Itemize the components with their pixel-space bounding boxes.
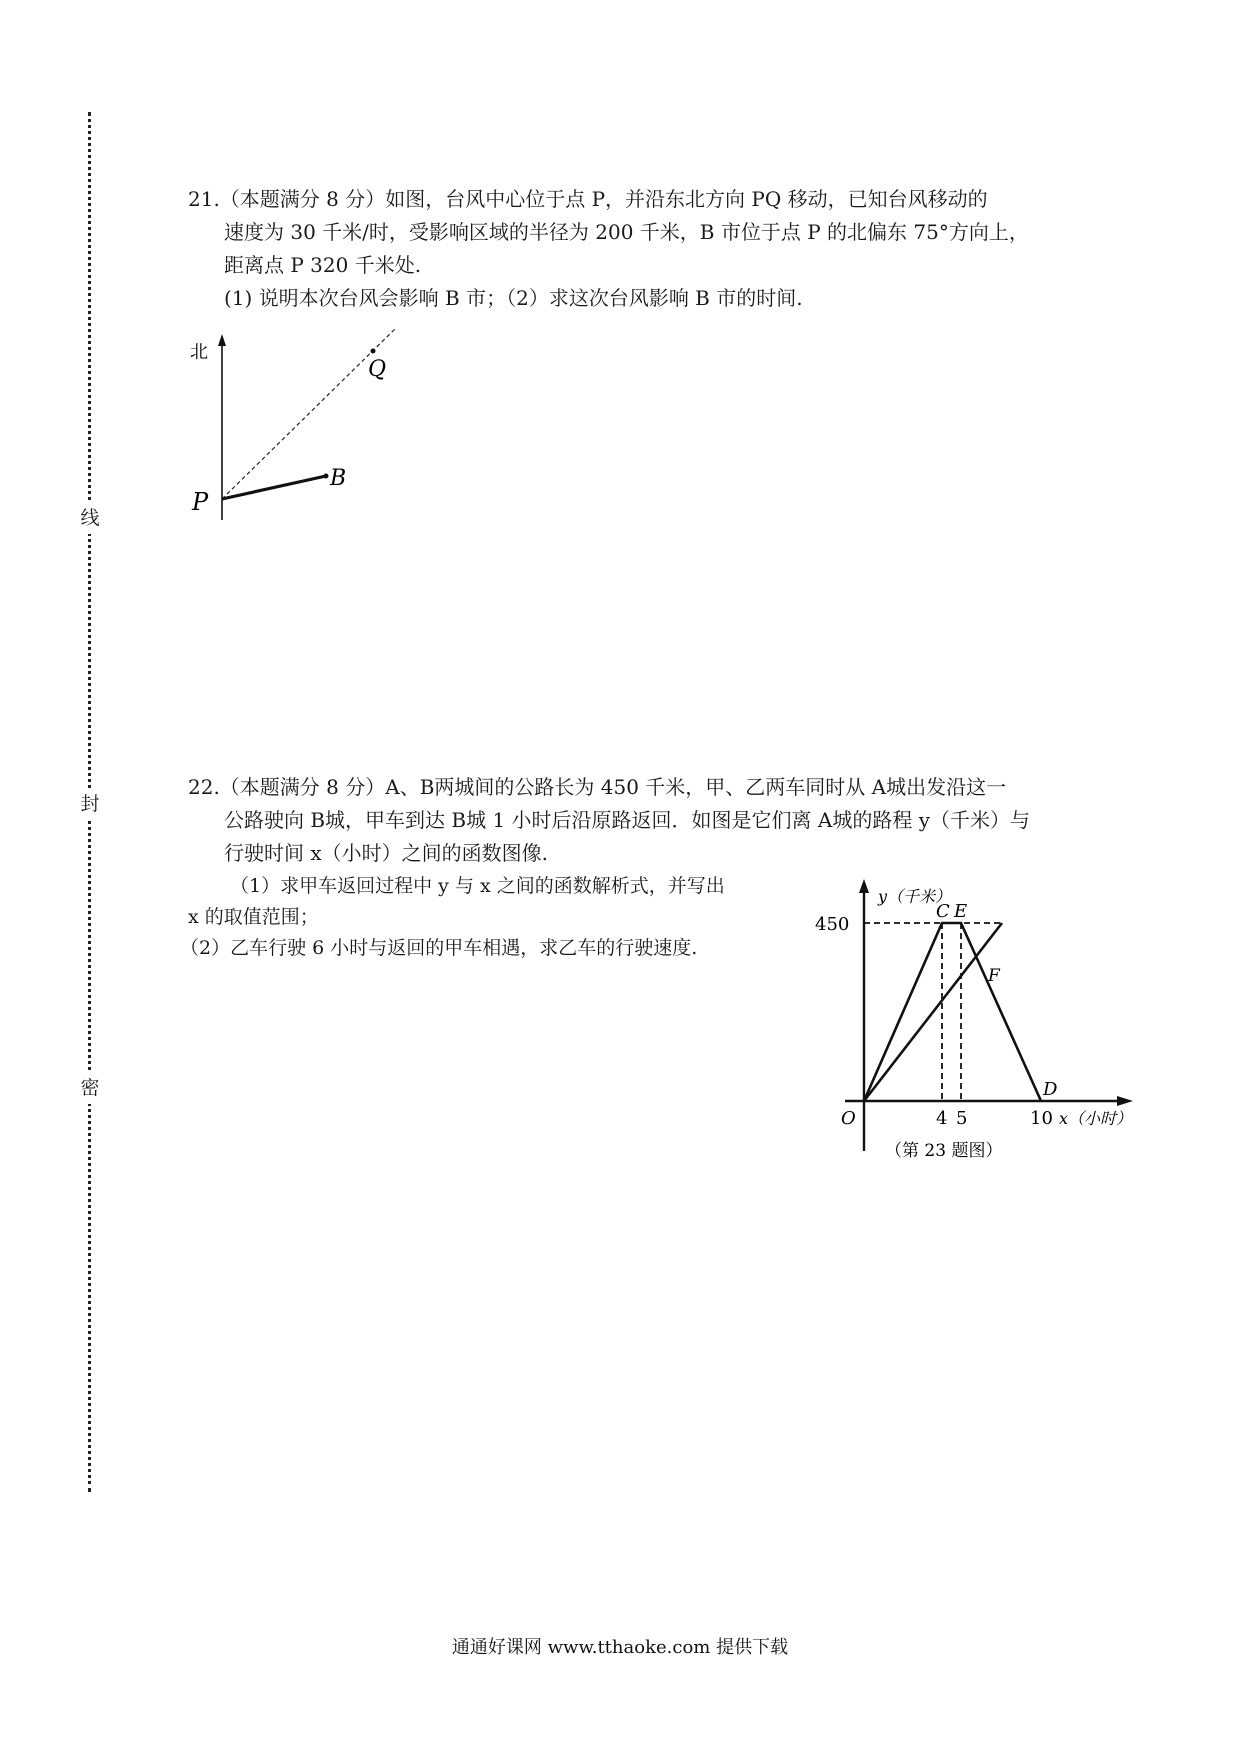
x-tick-10: 10	[1030, 1108, 1053, 1129]
q22-sub-line-3: （2）乙车行驶 6 小时与返回的甲车相遇，求乙车的行驶速度.	[180, 937, 698, 959]
label-p: P	[192, 488, 209, 516]
car-jia-path	[864, 923, 1041, 1101]
label-c: C	[936, 901, 950, 922]
y-axis-arrow-icon	[859, 879, 869, 893]
point-b-dot	[324, 474, 329, 479]
q22-line-1: 22.（本题满分 8 分）A、B两城间的公路长为 450 千米，甲、乙两车同时从 A城出发沿这一	[188, 775, 1007, 799]
question-22-subparts	[180, 871, 808, 964]
car-yi-path	[864, 923, 1002, 1101]
x-axis-label: x（小时）	[1059, 1109, 1133, 1128]
x-axis-arrow-icon	[1117, 1096, 1133, 1106]
q22-line-3: 行驶时间 x（小时）之间的函数图像.	[224, 841, 548, 865]
pq-dashed-line	[222, 328, 396, 499]
q22-line-2: 公路驶向 B城，甲车到达 B城 1 小时后沿原路返回．如图是它们离 A城的路程 y（千米）与	[224, 808, 1031, 832]
q22-sub-line-1: （1）求甲车返回过程中 y 与 x 之间的函数解析式，并写出	[230, 875, 725, 897]
north-label: 北	[190, 342, 208, 363]
q22-sub-line-2: x 的取值范围；	[188, 906, 319, 928]
label-e: E	[954, 901, 968, 922]
north-arrow-icon	[218, 334, 226, 346]
label-f: F	[988, 966, 1000, 986]
graph-caption: （第 23 题图）	[885, 1141, 1003, 1161]
q21-line-2: 速度为 30 千米/时，受影响区域的半径为 200 千米，B 市位于点 P 的北偏东 75°方向上，	[224, 220, 1029, 244]
q21-line-4: (1) 说明本次台风会影响 B 市；（2）求这次台风影响 B 市的时间.	[224, 286, 803, 310]
binding-char-feng: 封	[78, 788, 102, 820]
label-q: Q	[368, 357, 387, 382]
binding-char-mi: 密	[78, 1072, 102, 1104]
q21-line-3: 距离点 P 320 千米处.	[224, 253, 422, 277]
distance-time-graph	[815, 873, 1155, 1168]
label-d: D	[1043, 1079, 1058, 1100]
question-21	[188, 183, 1068, 315]
binding-char-xian: 线	[78, 502, 102, 534]
page-footer: 通通好课网 www.tthaoke.com 提供下载	[451, 1637, 789, 1658]
y-tick-450: 450	[815, 914, 850, 935]
y-axis-label: y（千米）	[878, 887, 952, 906]
question-22	[188, 771, 1068, 870]
label-origin: O	[841, 1108, 856, 1129]
x-tick-5: 5	[956, 1108, 968, 1129]
q21-line-1: 21.（本题满分 8 分）如图，台风中心位于点 P，并沿东北方向 PQ 移动，已知台风移动的	[188, 187, 988, 211]
pb-segment	[222, 476, 326, 499]
x-tick-4: 4	[936, 1108, 948, 1129]
label-b: B	[330, 466, 347, 491]
typhoon-figure	[180, 320, 410, 535]
point-q-dot	[371, 349, 376, 354]
